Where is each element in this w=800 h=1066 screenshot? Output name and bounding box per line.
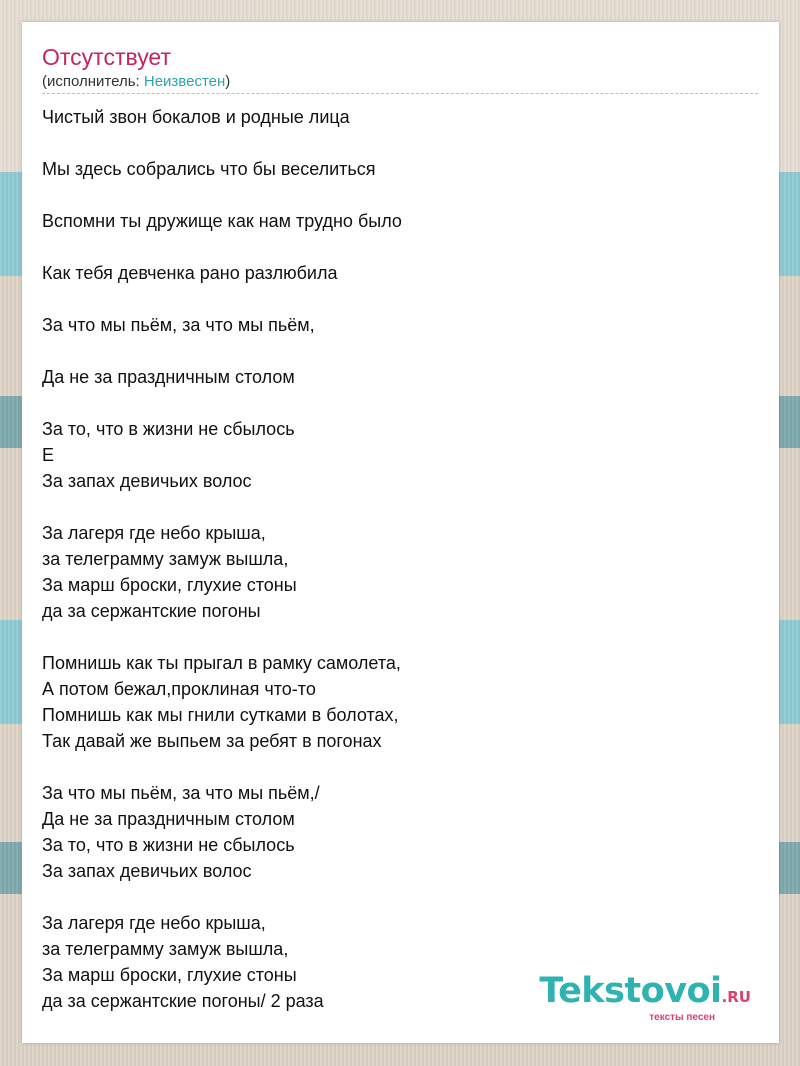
logo-tagline: тексты песен [649,1012,715,1023]
lyric-line: За запах девичьих волос [42,861,252,881]
lyric-line: За что мы пьём, за что мы пьём,/ [42,783,320,803]
lyric-line: Вспомни ты дружище как нам трудно было [42,211,402,231]
lyric-line: Помнишь как ты прыгал в рамку самолета, [42,653,401,673]
lyric-line: Так давай же выпьем за ребят в погонах [42,731,382,751]
lyric-line [42,494,758,520]
lyric-line: А потом бежал,проклиная что-то [42,679,316,699]
lyric-line: За лагеря где небо крыша, [42,523,266,543]
site-logo[interactable] [539,973,751,1023]
lyric-line: Е [42,445,55,465]
lyric-line [42,884,758,910]
lyric-line: Помнишь как мы гнили сутками в болотах, [42,705,399,725]
lyric-line: за телеграмму замуж вышла, [42,549,289,569]
lyric-line: За запах девичьих волос [42,471,252,491]
lyric-line: За то, что в жизни не сбылось [42,835,295,855]
lyric-line [42,754,758,780]
logo-name: Tekstovoi [539,971,722,1011]
lyrics-text [42,104,758,1014]
lyric-line [42,182,758,208]
lyric-line: Чистый звон бокалов и родные лица [42,107,350,127]
lyric-line [42,130,758,156]
lyric-line: да за сержантские погоны [42,601,261,621]
lyric-line: Да не за праздничным столом [42,809,295,829]
lyric-line: Как тебя девченка рано разлюбила [42,263,338,283]
lyric-line: За марш броски, глухие стоны [42,575,297,595]
artist-prefix: (исполнитель: [42,73,144,90]
artist-link[interactable]: Неизвестен [143,73,226,90]
artist-suffix: ) [225,73,231,90]
logo-tld: .RU [721,988,751,1006]
lyric-line: За марш броски, глухие стоны [42,965,297,985]
divider [42,93,758,94]
lyric-line: Да не за праздничным столом [42,367,295,387]
lyric-line: Мы здесь собрались что бы веселиться [42,159,376,179]
lyric-line: да за сержантские погоны/ 2 раза [42,991,324,1011]
lyric-line [42,624,758,650]
lyrics-card [22,22,779,1043]
lyric-line [42,234,758,260]
lyric-line [42,338,758,364]
lyric-line: За то, что в жизни не сбылось [42,419,295,439]
logo-wordmark [539,973,751,1015]
song-title: Отсутствует [42,44,171,70]
lyric-line [42,390,758,416]
artist-line [42,73,230,91]
lyric-line [42,286,758,312]
lyric-line: За лагеря где небо крыша, [42,913,266,933]
lyric-line: За что мы пьём, за что мы пьём, [42,315,315,335]
lyric-line: за телеграмму замуж вышла, [42,939,289,959]
